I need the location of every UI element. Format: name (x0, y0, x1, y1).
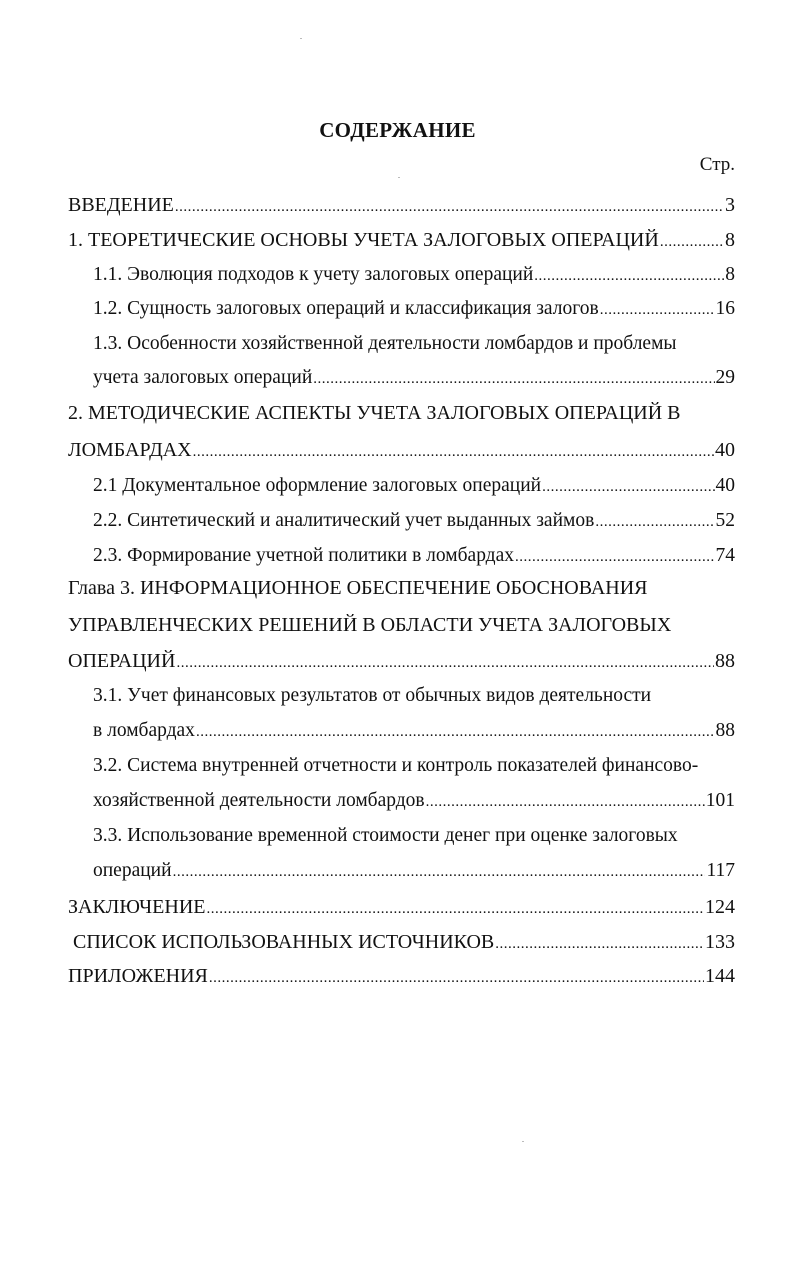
toc-entry-section-3-3-line1: 3.3. Использование временной стоимости денег при оценке залоговых (93, 825, 678, 846)
toc-entry-label: ЗАКЛЮЧЕНИЕ (68, 896, 206, 918)
dot-leader (313, 372, 714, 387)
toc-entry-chapter-3-line1: Глава 3. ИНФОРМАЦИОННОЕ ОБЕСПЕЧЕНИЕ ОБОСНОВАНИЯ (68, 577, 648, 599)
toc-entry-section-1-3-line1: 1.3. Особенности хозяйственной деятельности ломбардов и проблемы (93, 333, 677, 354)
toc-entry-intro (68, 195, 735, 215)
toc-entry-section-1-3 (93, 368, 735, 388)
dot-leader (176, 656, 714, 671)
page-column-label: Стр. (699, 154, 735, 175)
toc-entry-conclusion (68, 897, 735, 917)
dot-leader (175, 200, 724, 215)
dot-leader (193, 445, 714, 460)
toc-entry-label: ПРИЛОЖЕНИЯ (68, 965, 208, 987)
toc-entry-page: 8 (725, 229, 735, 251)
dot-leader (595, 515, 714, 530)
toc-entry-label: ОПЕРАЦИЙ (68, 650, 176, 672)
page-title: СОДЕРЖАНИЕ (319, 118, 476, 142)
toc-entry-page: 88 (715, 650, 735, 672)
dot-leader (534, 269, 724, 284)
toc-entry-page: 133 (705, 931, 735, 953)
dot-leader (660, 235, 724, 250)
toc-entry-appendices (68, 966, 735, 986)
toc-entry-chapter-3-line2: УПРАВЛЕНЧЕСКИХ РЕШЕНИЙ В ОБЛАСТИ УЧЕТА ЗАЛОГОВЫХ (68, 614, 672, 636)
toc-entry-section-1-2 (93, 299, 735, 319)
toc-entry-label: учета залоговых операций (93, 367, 313, 388)
toc-entry-section-3-2-line1: 3.2. Система внутренней отчетности и контроль показателей финансово- (93, 755, 699, 776)
toc-entry-chapter-3 (68, 651, 735, 671)
toc-entry-chapter-2-line1: 2. МЕТОДИЧЕСКИЕ АСПЕКТЫ УЧЕТА ЗАЛОГОВЫХ ОПЕРАЦИЙ В (68, 402, 681, 424)
toc-entry-label: 1.1. Эволюция подходов к учету залоговых операций (93, 264, 534, 285)
toc-entry-label: в ломбардах (93, 720, 195, 741)
dot-leader (426, 795, 705, 810)
toc-entry-section-2-3 (93, 546, 735, 566)
toc-entry-label: СПИСОК ИСПОЛЬЗОВАННЫХ ИСТОЧНИКОВ (73, 931, 495, 953)
dot-leader (206, 902, 704, 917)
toc-entry-label: 2.3. Формирование учетной политики в ломбардах (93, 545, 515, 566)
toc-entry-label: ВВЕДЕНИЕ (68, 194, 174, 216)
toc-entry-label: 1. ТЕОРЕТИЧЕСКИЕ ОСНОВЫ УЧЕТА ЗАЛОГОВЫХ ОПЕРАЦИЙ (68, 229, 659, 251)
toc-entry-section-3-1-line1: 3.1. Учет финансовых результатов от обычных видов деятельности (93, 685, 652, 706)
toc-entry-section-3-1 (93, 721, 735, 741)
scan-speck (522, 1141, 524, 1142)
toc-entry-section-3-2 (93, 791, 735, 811)
dot-leader (196, 725, 715, 740)
toc-entry-sources (73, 932, 735, 952)
toc-entry-page: 117 (706, 860, 735, 881)
dot-leader (495, 937, 704, 952)
toc-entry-label: 1.2. Сущность залоговых операций и классификация залогов (93, 298, 599, 319)
toc-entry-label: хозяйственной деятельности ломбардов (93, 790, 425, 811)
toc-entry-section-2-2 (93, 511, 735, 531)
toc-entry-chapter-2 (68, 440, 735, 460)
toc-entry-label: 2.1 Документальное оформление залоговых операций (93, 475, 542, 496)
toc-entry-page: 124 (705, 896, 735, 918)
scan-speck (300, 38, 302, 39)
scan-speck (398, 177, 400, 178)
toc-entry-label: 2.2. Синтетический и аналитический учет выданных займов (93, 510, 595, 531)
dot-leader (173, 865, 706, 880)
toc-entry-page: 16 (715, 298, 735, 319)
toc-entry-page: 74 (715, 545, 735, 566)
toc-entry-page: 40 (715, 439, 735, 461)
dot-leader (515, 550, 714, 565)
toc-entry-page: 88 (715, 720, 735, 741)
toc-entry-page: 144 (705, 965, 735, 987)
dot-leader (542, 480, 714, 495)
toc-entry-label: ЛОМБАРДАХ (68, 439, 192, 461)
toc-entry-page: 40 (715, 475, 735, 496)
toc-entry-page: 29 (715, 367, 735, 388)
toc-entry-chapter-1 (68, 230, 735, 250)
dot-leader (209, 971, 704, 986)
toc-entry-section-1-1 (93, 265, 735, 285)
toc-entry-page: 3 (725, 194, 735, 216)
toc-entry-page: 52 (715, 510, 735, 531)
toc-entry-section-3-3 (93, 861, 735, 881)
toc-entry-page: 101 (705, 790, 735, 811)
toc-entry-page: 8 (725, 264, 735, 285)
toc-entry-section-2-1 (93, 476, 735, 496)
dot-leader (600, 303, 715, 318)
toc-entry-label: операций (93, 860, 172, 881)
